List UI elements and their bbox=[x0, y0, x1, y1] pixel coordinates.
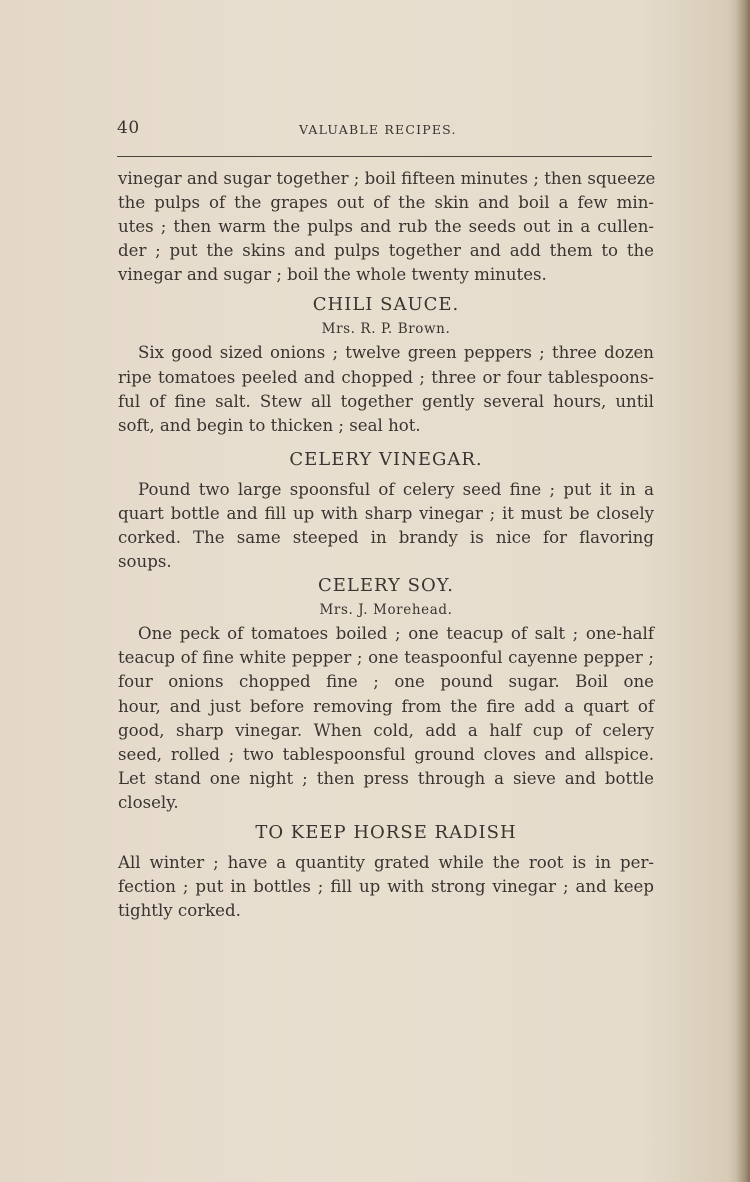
recipe-attribution-chili-sauce: Mrs. R. P. Brown. bbox=[321, 321, 451, 338]
recipe-title-celery-soy: CELERY SOY. bbox=[318, 575, 454, 597]
text-line: der ; put the skins and pulps together and add them to the bbox=[118, 241, 654, 261]
text-line: soft, and begin to thicken ; seal hot. bbox=[118, 415, 421, 435]
text-line: ful of fine salt. Stew all together gently several hours, until bbox=[118, 391, 654, 411]
page-edge-shadow bbox=[736, 0, 750, 1182]
recipe-body-chili-sauce bbox=[118, 341, 654, 437]
running-title: VALUABLE RECIPES. bbox=[299, 122, 457, 137]
text-line: Let stand one night ; then press through a sieve and bottle bbox=[118, 768, 654, 788]
text-line: corked. The same steeped in brandy is nice for flavoring bbox=[118, 528, 654, 548]
text-line: the pulps of the grapes out of the skin and boil a few min- bbox=[118, 193, 654, 213]
recipe-body-celery-soy bbox=[118, 622, 654, 815]
recipe-title-chili-sauce: CHILI SAUCE. bbox=[312, 294, 460, 316]
page-header bbox=[117, 118, 652, 140]
text-line: good, sharp vinegar. When cold, add a half cup of celery bbox=[118, 720, 654, 740]
text-line: Six good sized onions ; twelve green peppers ; three dozen bbox=[138, 343, 654, 363]
text-line: tightly corked. bbox=[118, 901, 241, 921]
recipe-title-horse-radish: TO KEEP HORSE RADISH bbox=[255, 821, 517, 843]
text-line: ripe tomatoes peeled and chopped ; three or four tablespoons- bbox=[118, 367, 654, 387]
recipe-body-celery-vinegar bbox=[118, 478, 654, 574]
text-line: seed, rolled ; two tablespoonsful ground cloves and allspice. bbox=[118, 744, 654, 764]
text-line: closely. bbox=[118, 792, 179, 812]
text-line: soups. bbox=[118, 552, 172, 572]
text-line: All winter ; have a quantity grated while the root is in per- bbox=[118, 852, 654, 872]
header-rule bbox=[117, 156, 652, 157]
text-line: Pound two large spoonsful of celery seed fine ; put it in a bbox=[138, 479, 654, 499]
text-line: utes ; then warm the pulps and rub the seeds out in a cullen- bbox=[118, 217, 654, 237]
text-line: teacup of fine white pepper ; one teaspoonful cayenne pepper ; bbox=[118, 648, 654, 668]
text-line: One peck of tomatoes boiled ; one teacup of salt ; one-half bbox=[138, 624, 654, 644]
recipe-body-horse-radish bbox=[118, 851, 654, 923]
text-line: quart bottle and fill up with sharp vinegar ; it must be closely bbox=[118, 503, 654, 523]
text-line: vinegar and sugar together ; boil fifteen minutes ; then squeeze bbox=[118, 169, 656, 188]
recipe-title-celery-vinegar: CELERY VINEGAR. bbox=[289, 448, 483, 470]
text-line: vinegar and sugar ; boil the whole twenty minutes. bbox=[118, 265, 547, 285]
text-line: fection ; put in bottles ; fill up with strong vinegar ; and keep bbox=[118, 877, 654, 897]
intro-paragraph bbox=[118, 167, 654, 287]
page-body bbox=[118, 167, 654, 923]
page-number: 40 bbox=[117, 118, 140, 138]
text-line: hour, and just before removing from the fire add a quart of bbox=[118, 696, 654, 716]
recipe-attribution-celery-soy: Mrs. J. Morehead. bbox=[319, 602, 453, 619]
text-line: four onions chopped fine ; one pound sugar. Boil one bbox=[118, 672, 654, 692]
